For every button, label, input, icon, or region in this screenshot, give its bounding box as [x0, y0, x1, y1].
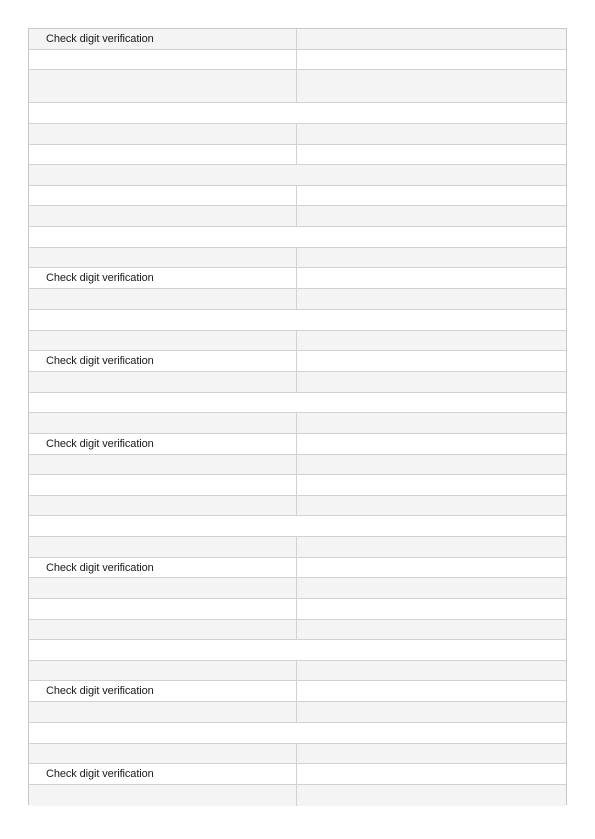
table-row [29, 165, 566, 186]
row-value-cell [297, 537, 566, 557]
row-label-cell [29, 50, 297, 69]
table-row [29, 248, 566, 268]
row-value-cell [297, 206, 566, 226]
table-row [29, 764, 566, 785]
row-value-cell [297, 620, 566, 639]
row-value-cell [297, 413, 566, 433]
row-spacer-cell [29, 516, 566, 536]
row-label-cell [29, 186, 297, 205]
table-row [29, 186, 566, 206]
row-label-cell [29, 496, 297, 515]
table-row [29, 537, 566, 558]
table-row [29, 475, 566, 496]
table-row [29, 227, 566, 248]
row-label-cell [29, 331, 297, 350]
row-value-cell [297, 496, 566, 515]
row-value-cell [297, 702, 566, 722]
table-row [29, 599, 566, 620]
row-label: Check digit verification [46, 272, 154, 284]
row-value-cell [297, 50, 566, 69]
row-label-cell [29, 537, 297, 557]
row-value-cell [297, 558, 566, 577]
row-label-cell [29, 475, 297, 495]
row-spacer-cell [29, 640, 566, 660]
table-row [29, 640, 566, 661]
verification-table [28, 28, 567, 805]
row-value-cell [297, 372, 566, 392]
table-row [29, 496, 566, 516]
row-value-cell [297, 681, 566, 701]
row-label-cell [29, 413, 297, 433]
row-value-cell [297, 248, 566, 267]
table-row [29, 723, 566, 744]
row-value-cell [297, 785, 566, 806]
table-row [29, 558, 566, 578]
row-value-cell [297, 351, 566, 371]
row-label-cell [29, 620, 297, 639]
row-label-cell [29, 558, 297, 577]
row-value-cell [297, 29, 566, 49]
table-row [29, 681, 566, 702]
row-label-cell [29, 289, 297, 309]
row-spacer-cell [29, 393, 566, 412]
row-spacer-cell [29, 310, 566, 330]
row-label-cell [29, 434, 297, 454]
table-row [29, 372, 566, 393]
row-label: Check digit verification [46, 768, 154, 780]
row-spacer-cell [29, 723, 566, 743]
table-row [29, 702, 566, 723]
table-row [29, 50, 566, 70]
row-label-cell [29, 372, 297, 392]
row-label-cell [29, 702, 297, 722]
table-row [29, 29, 566, 50]
row-label-cell [29, 248, 297, 267]
table-row [29, 103, 566, 124]
row-value-cell [297, 145, 566, 164]
table-row [29, 620, 566, 640]
row-label: Check digit verification [46, 561, 154, 574]
row-value-cell [297, 744, 566, 763]
table-row [29, 351, 566, 372]
row-label-cell [29, 578, 297, 598]
row-label: Check digit verification [46, 33, 154, 45]
row-value-cell [297, 331, 566, 350]
row-label: Check digit verification [46, 355, 154, 367]
table-row [29, 289, 566, 310]
row-label-cell [29, 124, 297, 144]
row-value-cell [297, 124, 566, 144]
table-row [29, 661, 566, 681]
row-label-cell [29, 29, 297, 49]
table-row [29, 455, 566, 475]
table-row [29, 268, 566, 289]
row-label-cell [29, 455, 297, 474]
row-value-cell [297, 599, 566, 619]
row-label-cell [29, 744, 297, 763]
row-value-cell [297, 455, 566, 474]
table-row [29, 744, 566, 764]
row-value-cell [297, 186, 566, 205]
table-row [29, 434, 566, 455]
table-row [29, 413, 566, 434]
row-spacer-cell [29, 103, 566, 123]
row-label-cell [29, 681, 297, 701]
row-spacer-cell [29, 227, 566, 247]
row-label-cell [29, 206, 297, 226]
row-value-cell [297, 268, 566, 288]
row-value-cell [297, 434, 566, 454]
row-spacer-cell [29, 165, 566, 185]
row-label-cell [29, 785, 297, 806]
table-row [29, 578, 566, 599]
table-row [29, 70, 566, 103]
table-row [29, 516, 566, 537]
row-label-cell [29, 764, 297, 784]
row-label-cell [29, 70, 297, 102]
table-row [29, 206, 566, 227]
table-row [29, 310, 566, 331]
table-row [29, 145, 566, 165]
row-value-cell [297, 289, 566, 309]
row-value-cell [297, 70, 566, 102]
row-label-cell [29, 145, 297, 164]
row-label-cell [29, 351, 297, 371]
table-row [29, 124, 566, 145]
row-label-cell [29, 599, 297, 619]
row-label: Check digit verification [46, 438, 154, 450]
row-value-cell [297, 578, 566, 598]
table-row [29, 393, 566, 413]
table-row [29, 331, 566, 351]
row-label-cell [29, 268, 297, 288]
row-label: Check digit verification [46, 685, 154, 697]
row-value-cell [297, 475, 566, 495]
row-value-cell [297, 764, 566, 784]
table-row [29, 785, 566, 806]
row-value-cell [297, 661, 566, 680]
row-label-cell [29, 661, 297, 680]
